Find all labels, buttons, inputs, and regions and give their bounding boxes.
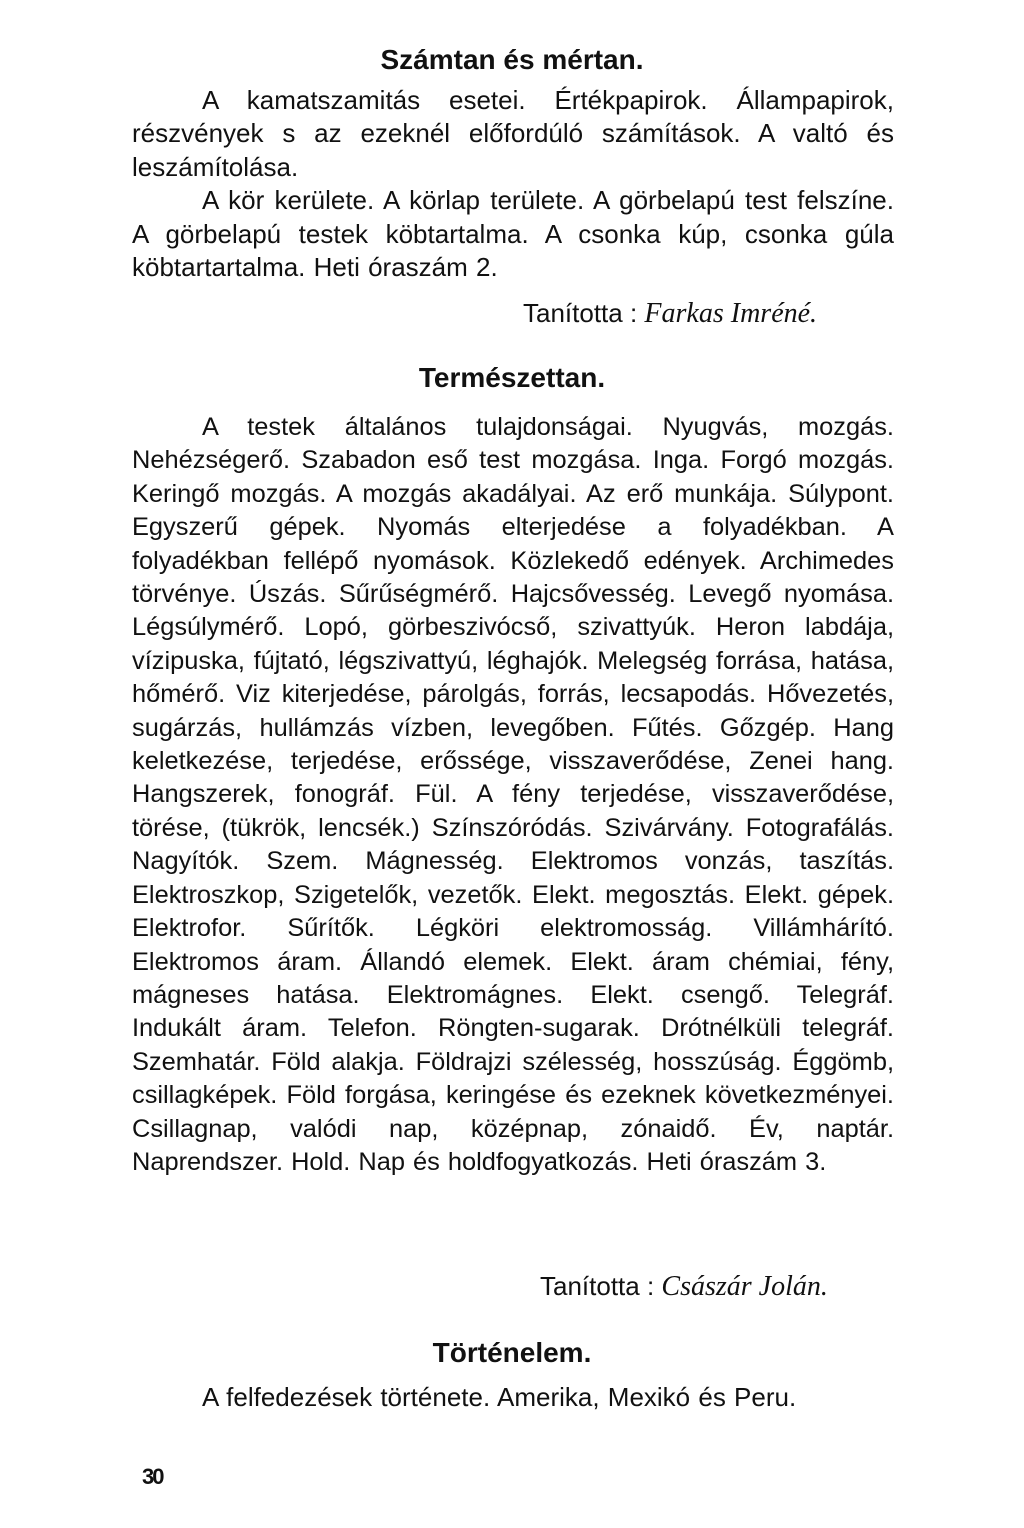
paragraph: A kamatszamitás esetei. Értékpapirok. Állampapirok, részvények s az ezeknél előfordúló számítások. A valtó és leszámítolása. xyxy=(132,85,894,182)
paragraph: A kör kerülete. A körlap területe. A görbelapú test felszíne. A görbelapú testek köbtartalma. A csonka kúp, csonka gúla köbtartartalma. Heti óraszám 2. xyxy=(132,185,894,283)
teacher-line xyxy=(523,297,817,330)
section-body-szamtan xyxy=(132,84,894,284)
section-body-termeszettan xyxy=(132,411,894,1179)
teacher-label: Tanította : xyxy=(540,1271,655,1301)
section-body-tortenelem xyxy=(132,1381,894,1414)
paragraph: A felfedezések története. Amerika, Mexikó és Peru. xyxy=(202,1382,797,1412)
page-number: 30 xyxy=(142,1464,163,1489)
section-heading-termeszettan: Természettan. xyxy=(418,362,606,393)
teacher-label: Tanította : xyxy=(523,298,638,328)
teacher-name: Császár Jolán. xyxy=(661,1271,828,1302)
section-heading-tortenelem: Történelem. xyxy=(432,1337,592,1368)
section-heading-szamtan: Számtan és mértan. xyxy=(380,44,644,75)
teacher-line xyxy=(540,1270,828,1303)
paragraph: A testek általános tulajdonságai. Nyugvás, mozgás. Nehézségerő. Szabadon eső test mozgása. Inga. Forgó mozgás. Keringő mozgás. A mozgás akadályai. Az erő munkája. Súlypont. Egyszerű gépek. Nyomás elterjedése a folyadékban. A folyadékban fellépő nyomások. Közlekedő edények. Archimedes törvénye. Úszás. Sűrűségmérő. Hajcsővesség. Levegő nyomása. Légsúlymérő. Lopó, görbeszivócső, szivattyúk. Heron labdája, vízipuska, fújtató, légszivattyú, léghajók. Melegség forrása, hatása, hőmérő. Viz kiterjedése, párolgás, forrás, lecsapodás. Hővezetés, sugárzás, hullámzás vízben, levegőben. Fűtés. Gőzgép. Hang keletkezése, terjedése, erőssége, visszaverődése, Zenei hang. Hangszerek, fonográf. Fül. A fény terjedése, visszaverődése, törése, (tükrök, lencsék.) Színszóródás. Szivárvány. Fotografálás. Nagyítók. Szem. Mágnesség. Elektromos vonzás, taszítás. Elektroszkop, Szigetelők, vezetők. Elekt. megosztás. Elekt. gépek. Elektrofor. Sűrítők. Légköri elektromosság. Villámhárító. Elektromos áram. Állandó elemek. Elekt. áram chémiai, fény, mágneses hatása. Elektromágnes. Elekt. csengő. Telegráf. Indukált áram. Telefon. Röngten-sugarak. Drótnélküli telegráf. Szemhatár. Föld alakja. Földrajzi szélesség, hosszúság. Éggömb, csillagképek. Föld forgása, keringése és ezeknek következményei. Csillagnap, valódi nap, középnap, zónaidő. Év, naptár. Naprendszer. Hold. Nap és holdfogyatkozás. Heti óraszám 3. xyxy=(132,413,894,1176)
teacher-name: Farkas Imréné. xyxy=(644,298,818,329)
